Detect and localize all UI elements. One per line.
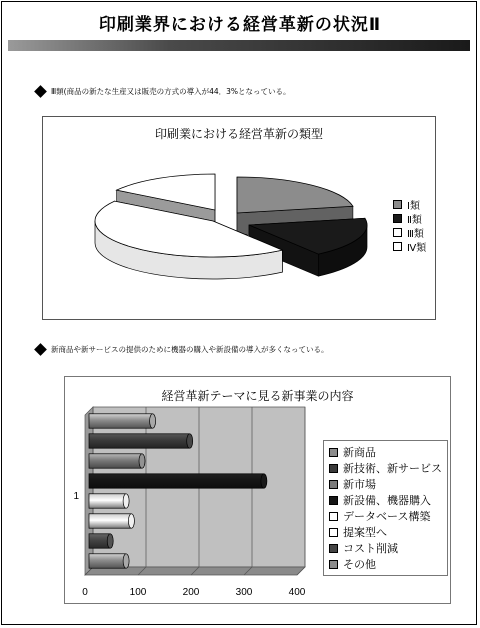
- pie-legend-item: [393, 197, 426, 211]
- bar-legend-item: [329, 524, 442, 540]
- pie-legend-item: [393, 211, 426, 225]
- note-2-text: 新商品や新サービスの提供のために機器の購入や新設備の導入が多くなっている。: [51, 345, 329, 354]
- pie-legend-label: Ⅱ類: [407, 214, 422, 226]
- legend-swatch: [393, 242, 402, 251]
- pie-legend: [393, 197, 426, 253]
- pie-chart-frame: [42, 116, 436, 320]
- bar-legend-label: その他: [343, 558, 376, 571]
- bar-legend-label: 新技術、新サービス: [343, 462, 442, 475]
- legend-swatch: [329, 560, 338, 569]
- legend-swatch: [329, 528, 338, 537]
- bar-legend-item: [329, 492, 442, 508]
- bar-legend-item: [329, 540, 442, 556]
- diamond-bullet-icon: [34, 85, 47, 98]
- bar-legend-label: 新市場: [343, 478, 376, 491]
- legend-swatch: [393, 228, 402, 237]
- x-tick-label: 200: [182, 587, 200, 598]
- x-tick-label: 300: [235, 587, 253, 598]
- bar: [89, 454, 145, 468]
- page-title: 印刷業界における経営革新の状況Ⅱ: [98, 15, 382, 35]
- x-tick-label: 0: [82, 587, 88, 598]
- bullet-note-1: [36, 86, 291, 97]
- bar: [89, 554, 129, 568]
- pie-legend-item: [393, 225, 426, 239]
- plot-side-wall: [85, 407, 93, 575]
- legend-swatch: [329, 480, 338, 489]
- bar-legend-item: [329, 444, 442, 460]
- bullet-note-2: [36, 344, 329, 355]
- pie-chart-title: 印刷業における経営革新の類型: [154, 127, 323, 141]
- legend-swatch: [329, 544, 338, 553]
- legend-swatch: [329, 464, 338, 473]
- bar: [89, 434, 193, 448]
- pie-legend-label: Ⅰ類: [407, 200, 420, 212]
- legend-swatch: [329, 448, 338, 457]
- legend-swatch: [393, 200, 402, 209]
- bar-legend-label: 新設備、機器購入: [343, 494, 431, 507]
- bar-chart-frame: [64, 376, 451, 604]
- pie-legend-label: Ⅲ類: [407, 228, 424, 240]
- bar: [89, 514, 134, 528]
- title-rule: [8, 40, 470, 51]
- bar: [89, 534, 113, 548]
- bar-legend-item: [329, 508, 442, 524]
- bar-legend-label: 提案型へ: [343, 526, 387, 539]
- bar-legend-item: [329, 556, 442, 572]
- bar: [89, 414, 156, 428]
- legend-swatch: [329, 512, 338, 521]
- bar: [89, 474, 267, 488]
- bar-legend-item: [329, 476, 442, 492]
- pie-legend-item: [393, 239, 426, 253]
- x-tick-label: 400: [288, 587, 306, 598]
- note-1-text: Ⅲ類(商品の新たな生産又は販売の方式の導入が44．3%となっている。: [51, 87, 291, 96]
- bar-legend-label: データベース構築: [343, 510, 431, 523]
- bar-legend-label: 新商品: [343, 446, 376, 459]
- bar-legend: [323, 440, 448, 576]
- bar: [89, 494, 129, 508]
- category-label: 1: [73, 491, 79, 502]
- bar-chart-title: 経営革新テーマに見る新事業の内容: [161, 389, 354, 403]
- pie-legend-label: Ⅳ類: [407, 242, 427, 254]
- bar-legend-item: [329, 460, 442, 476]
- legend-swatch: [329, 496, 338, 505]
- bar-legend-label: コスト削減: [343, 542, 398, 555]
- x-tick-label: 100: [129, 587, 147, 598]
- legend-swatch: [393, 214, 402, 223]
- diamond-bullet-icon: [34, 343, 47, 356]
- pie-chart: [43, 117, 435, 319]
